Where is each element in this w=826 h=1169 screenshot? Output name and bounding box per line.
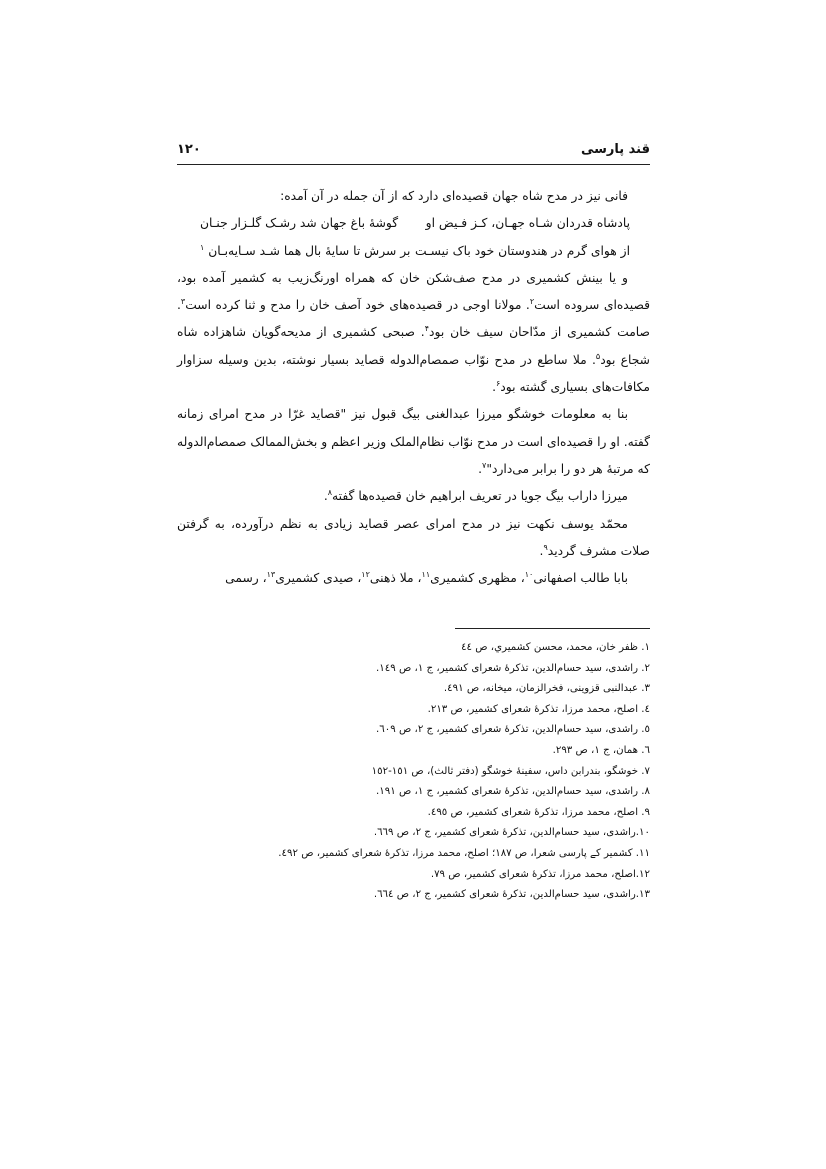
verse-1-first-hemistich: پادشاه قدردان شـاه جهـان، کـز فـیض او [425, 216, 630, 231]
footnote-12: ۱۲.اصلح، محمد مرزا، تذکرهٔ شعرای کشمیر، ص ۷۹. [430, 868, 650, 880]
verse-line-1 [200, 210, 630, 237]
footnote-ref-13: ۱۳ [266, 570, 276, 580]
footnote-13: ۱۳.راشدی، سید حسام‌الدین، تذکرهٔ شعرای کشمیر، ج ۲، ص ٦٦٤. [373, 889, 650, 901]
verse-1-second-hemistich: گوشهٔ باغ جهان شد رشـک گلـزار جنـان [200, 216, 399, 231]
footnote-ref-4: ۴ [424, 324, 430, 334]
p2-text-1: و یا بینش کشمیری در مدح صف‌شکن خان که همراه اورنگ‌زیب به کشمیر آمده بود، قصیده‌ای سروده است [177, 270, 651, 313]
footnote-ref-10: ۱۰ [524, 570, 534, 580]
footnote-10: ۱۰.راشدی، سید حسام‌الدین، تذکرهٔ شعرای کشمیر، ج ۲، ص ٦٦۹. [373, 827, 650, 839]
p4-text: میرزا داراب بیگ جویا در تعریف ابراهیم خان قصیده‌ها گفته [332, 489, 628, 504]
verse-2-second-hemistich [200, 238, 410, 265]
paragraph-panegyrists [177, 265, 650, 401]
verse-2-first-hemistich: از هوای گرم در هندوستان خود باک نیسـت [414, 243, 630, 258]
p2-text-4: . صبحی کشمیری از مدیحه‌گویان شاهزاده شاه شجاع بود [177, 325, 650, 367]
p6-text-b: ، مظهری کشمیری [430, 571, 525, 586]
paragraph-intro: فانی نیز در مدح شاه جهان قصیده‌ای دارد که از آن جمله در آن آمده: [280, 189, 628, 203]
footnote-7: ۷. خوشگو، بندرابن داس، سفینهٔ خوشگو (دفتر ثالث)، ص ۱٥۱-۱٥۲ [371, 765, 650, 777]
p6-text-c: ، ملا ذهنی [369, 571, 422, 586]
p3-end: . [478, 461, 483, 476]
footnote-9: ۹. اصلح، محمد مرزا، تذکرهٔ شعرای کشمیر، ص ٤۹٥. [427, 806, 650, 818]
paragraph-poets-list [177, 565, 650, 592]
header-rule [177, 164, 650, 165]
p2-end: . [492, 380, 496, 395]
footnote-ref-11: ۱۱ [421, 570, 431, 580]
footnote-3: ۳. عبدالنبی قزوینی، فخرالزمان، میخانه، ص ٤۹۱. [443, 683, 650, 695]
footnote-separator [455, 628, 650, 629]
footnote-ref-3: ۳ [180, 297, 186, 307]
p2-text-2: . مولانا اوجی در قصیده‌های خود آصف خان را مدح و ثنا کرده است [185, 298, 530, 313]
running-title: قند پارسی [580, 142, 650, 157]
footnote-8: ۸. راشدی، سید حسام‌الدین، تذکرهٔ شعرای کشمیر، ج ۱، ص ۱۹۱. [376, 786, 650, 798]
p3-text: بنا به معلومات خوشگو میرزا عبدالغنی بیگ قبول نیز "قصاید غرّا در مدح امرای زمانه گفته. او را قصیده‌ای است در مدح نوّاب نظام‌الملک وزیر اعظم و بخش‌الممالک صمصام‌الدوله که مرتبهٔ هر دو را برابر می‌دارد" [177, 407, 650, 476]
p6-text-d: ، صیدی کشمیری [275, 571, 362, 586]
p2-text-5: . ملا ساطع در مدح نوّاب صمصام‌الدوله قصاید بسیار نوشته، بدین وسیله سزاوار مکافات‌های بسیاری گشته بود [177, 352, 650, 395]
p4-end: . [323, 489, 328, 504]
paragraph-darab [177, 483, 650, 510]
footnote-ref-12: ۱۲ [361, 570, 370, 580]
running-head [177, 142, 650, 164]
p2-text-3: . صامت کشمیری از مدّاحان سیف خان بود [177, 298, 650, 340]
main-text [177, 183, 650, 592]
p6-text-a: بابا طالب اصفهانی [533, 571, 628, 586]
p5-text: محمّد یوسف نکهت نیز در مدح امرای عصر قصاید زیادی به نظم درآورده، به گرفتن صلات مشرف گردید [177, 516, 650, 558]
footnote-4: ٤. اصلح، محمد مرزا، تذکرهٔ شعرای کشمیر، ص ۲۱۳. [427, 703, 650, 715]
verse-2-text: بر سرش تا سایهٔ بال هما شـد سـایه‌بـان [208, 243, 411, 258]
footnote-11: ۱۱. کشمیر کے پارسی شعرا، ص ۱۸۷؛ اصلح، محمد مرزا، تذکرهٔ شعرای کشمیر، ص ٤۹۲. [278, 847, 650, 859]
footnote-ref-6: ۶ [496, 378, 501, 388]
footnote-ref-2: ۲ [529, 297, 535, 307]
p5-end: . [539, 543, 544, 558]
footnote-5: ٥. راشدی، سید حسام‌الدین، تذکرهٔ شعرای کشمیر، ج ۲، ص ٦۰۹. [376, 724, 650, 736]
footnote-ref-1: ۱ [200, 242, 205, 252]
paragraph-khushgu [177, 401, 650, 483]
footnote-ref-8: ۸ [327, 488, 333, 498]
footnote-ref-9: ۹ [543, 542, 548, 552]
page-number: ۱۲۰ [177, 142, 201, 157]
footnote-6: ٦. همان، ج ۱، ص ۲۹۳. [552, 744, 650, 756]
p6-text-e: ، رسمی [225, 571, 267, 586]
footnotes [250, 638, 650, 906]
paragraph-nikhat [177, 511, 650, 566]
footnote-1: ۱. ظفر خان، محمد، محسن کشمیري، ص ٤٤ [461, 642, 650, 653]
footnote-ref-7: ۷ [482, 460, 487, 470]
verse-line-2 [200, 238, 630, 265]
footnote-2: ۲. راشدی، سید حسام‌الدین، تذکرهٔ شعرای کشمیر، ج ۱، ص ۱٤۹. [376, 662, 650, 674]
footnote-ref-5: ۵ [595, 351, 601, 361]
